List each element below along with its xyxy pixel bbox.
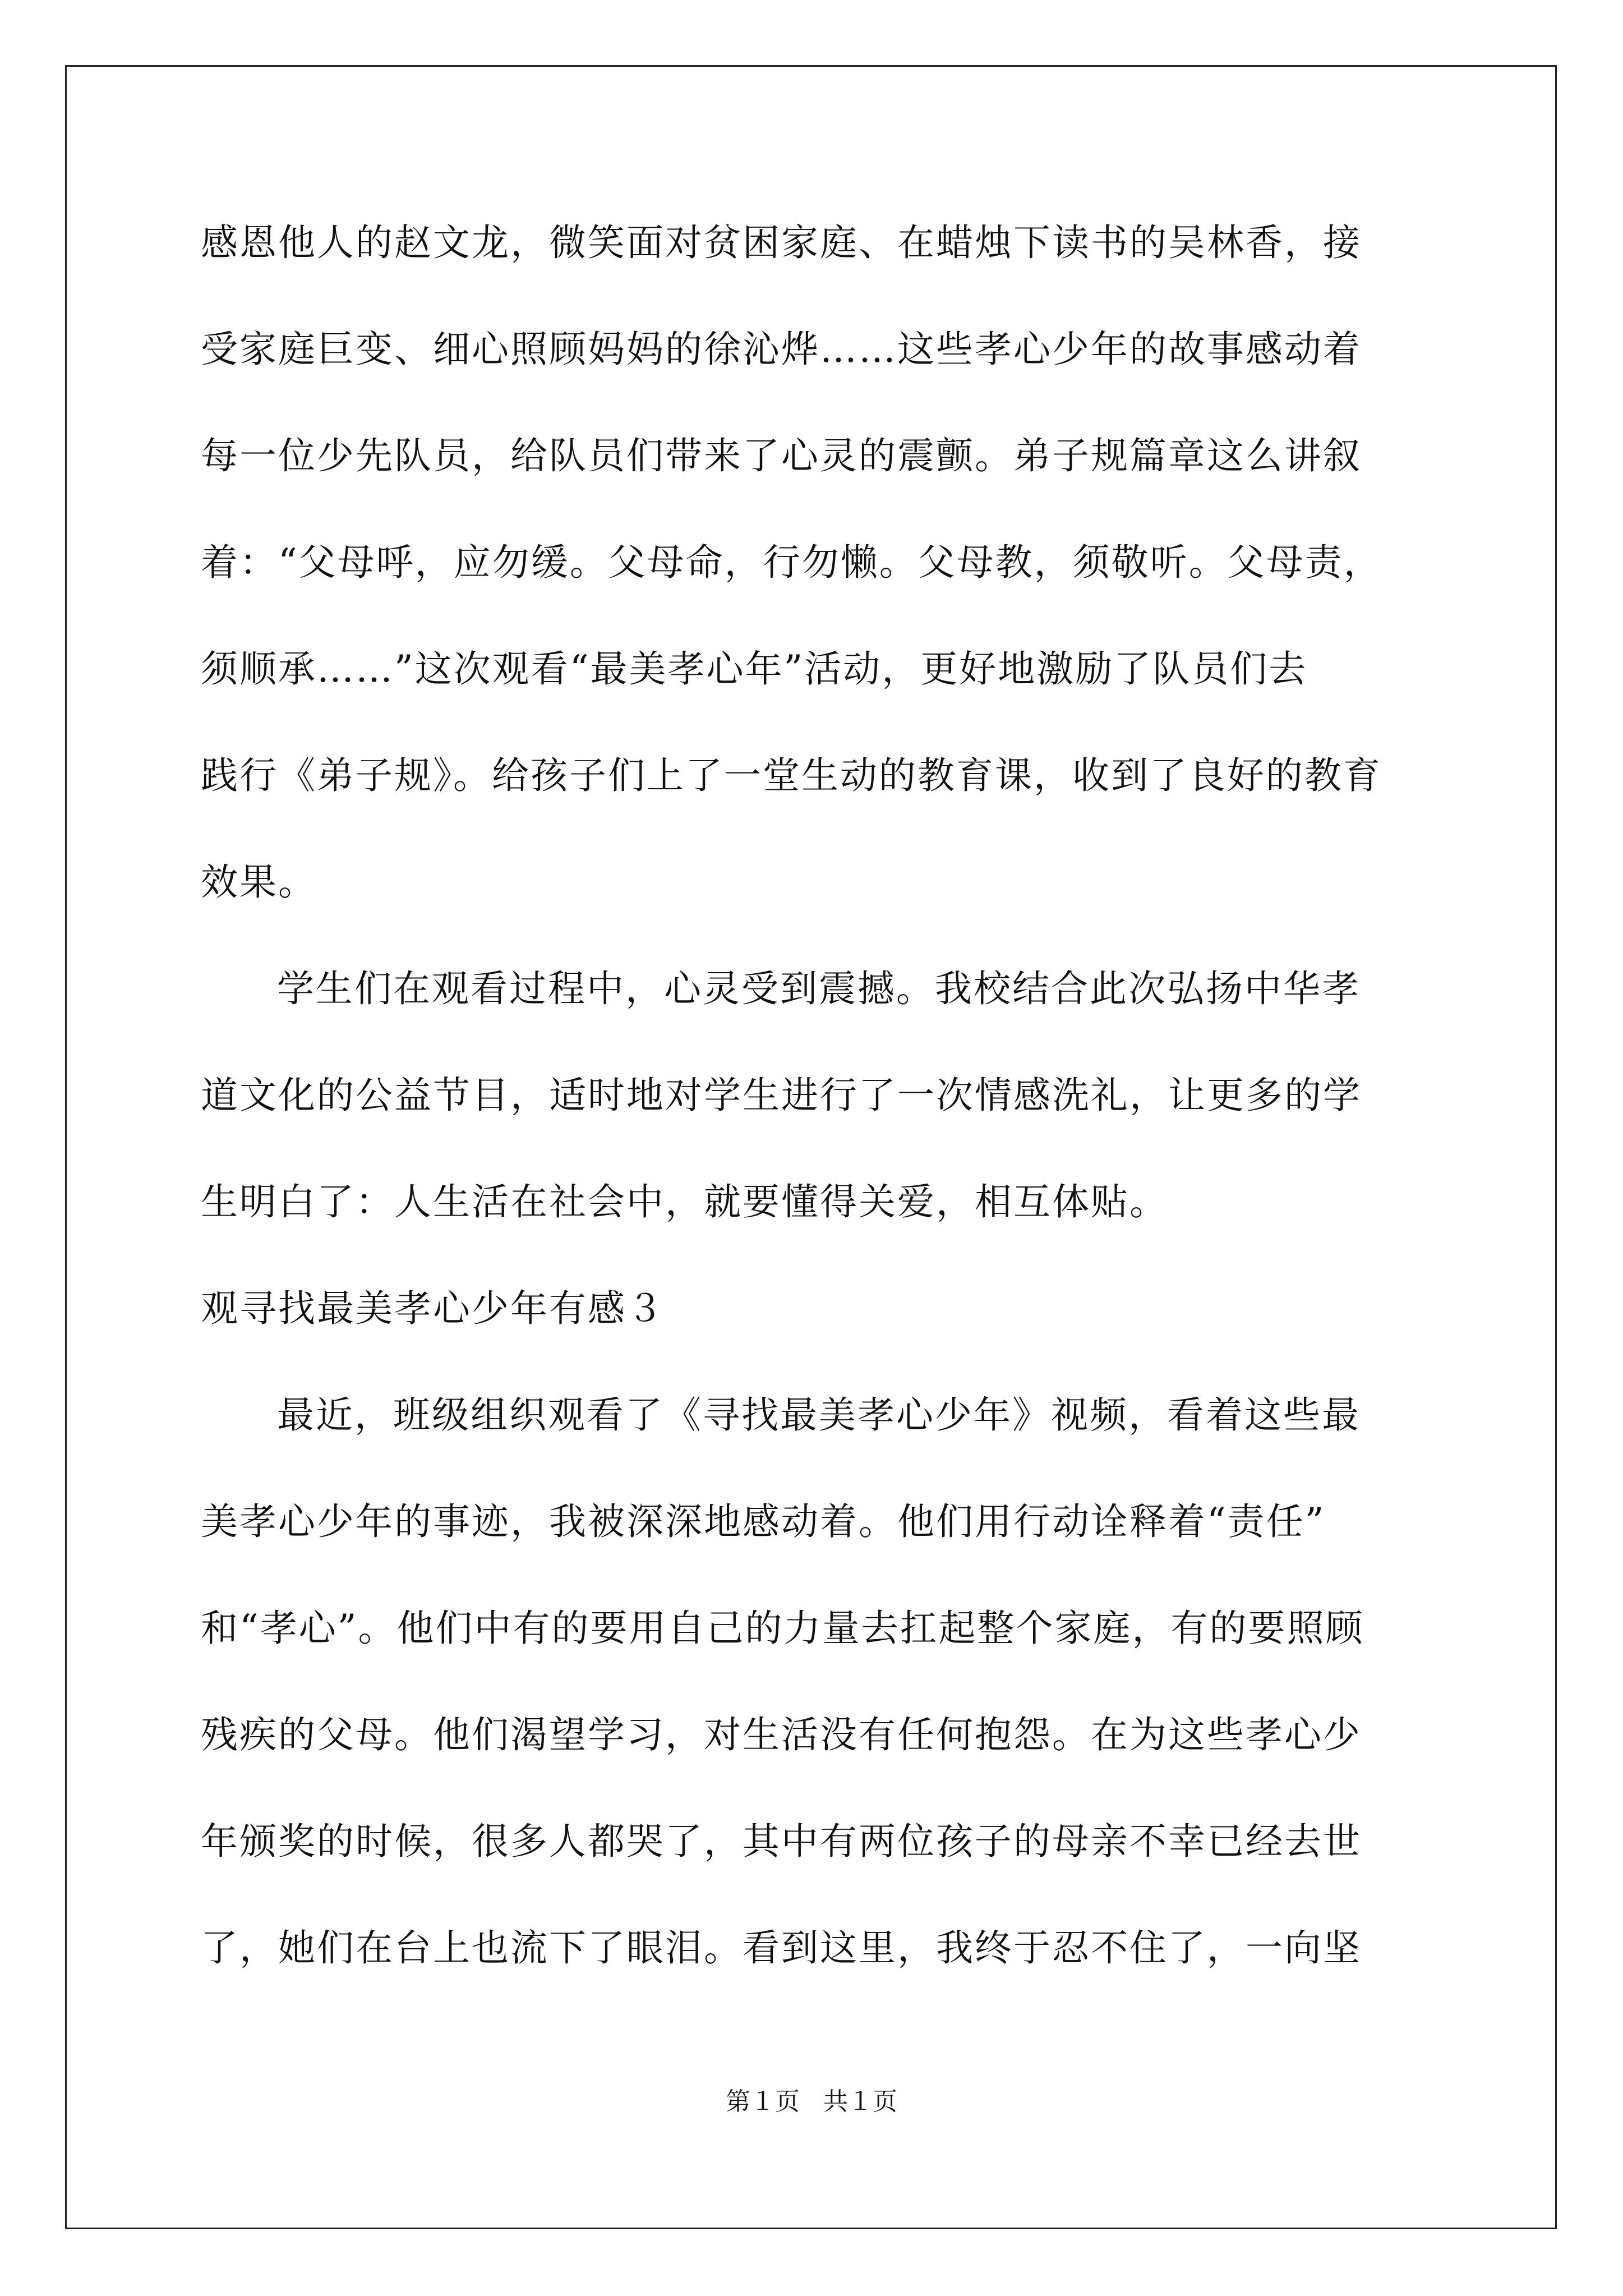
text-line: 感恩他人的赵文龙，微笑面对贫困家庭、在蜡烛下读书的吴林香，接 xyxy=(201,221,1362,264)
text-line: 美孝心少年的事迹，我被深深地感动着。他们用行动诠释着“责任” xyxy=(201,1500,1326,1543)
text-line: 和“孝心”。他们中有的要用自己的力量去扛起整个家庭，有的要照顾 xyxy=(201,1607,1364,1650)
text-line: 生明白了：人生活在社会中，就要懂得关爱，相互体贴。 xyxy=(201,1180,1168,1223)
text-line: 学生们在观看过程中，心灵受到震撼。我校结合此次弘扬中华孝 xyxy=(277,967,1361,1010)
page-total: 共１页 xyxy=(823,2087,897,2116)
text-line: 受家庭巨变、细心照顾妈妈的徐沁烨……这些孝心少年的故事感动着 xyxy=(201,328,1362,371)
section-heading: 观寻找最美孝心少年有感３ xyxy=(201,1287,665,1330)
text-line: 着：“父母呼，应勿缓。父母命，行勿懒。父母教，须敬听。父母责， xyxy=(201,541,1382,584)
text-line: 最近，班级组织观看了《寻找最美孝心少年》视频，看着这些最 xyxy=(277,1393,1361,1437)
text-line: 须顺承……”这次观看“最美孝心年”活动，更好地激励了队员们去 xyxy=(201,647,1308,691)
text-line: 效果。 xyxy=(201,861,317,904)
text-line: 残疾的父母。他们渴望学习，对生活没有任何抱怨。在为这些孝心少 xyxy=(201,1713,1362,1756)
text-line: 每一位少先队员，给队员们带来了心灵的震颤。弟子规篇章这么讲叙 xyxy=(201,434,1362,477)
page-footer xyxy=(0,2081,1623,2117)
text-line: 道文化的公益节目，适时地对学生进行了一次情感洗礼，让更多的学 xyxy=(201,1074,1362,1117)
text-line: 践行《弟子规》。给孩子们上了一堂生动的教育课，收到了良好的教育 xyxy=(201,754,1382,797)
page-number: 第１页 xyxy=(726,2087,800,2116)
text-line: 了，她们在台上也流下了眼泪。看到这里，我终于忍不住了，一向坚 xyxy=(201,1926,1362,1970)
page-border xyxy=(65,65,1557,2229)
text-line: 年颁奖的时候，很多人都哭了，其中有两位孩子的母亲不幸已经去世 xyxy=(201,1820,1362,1863)
